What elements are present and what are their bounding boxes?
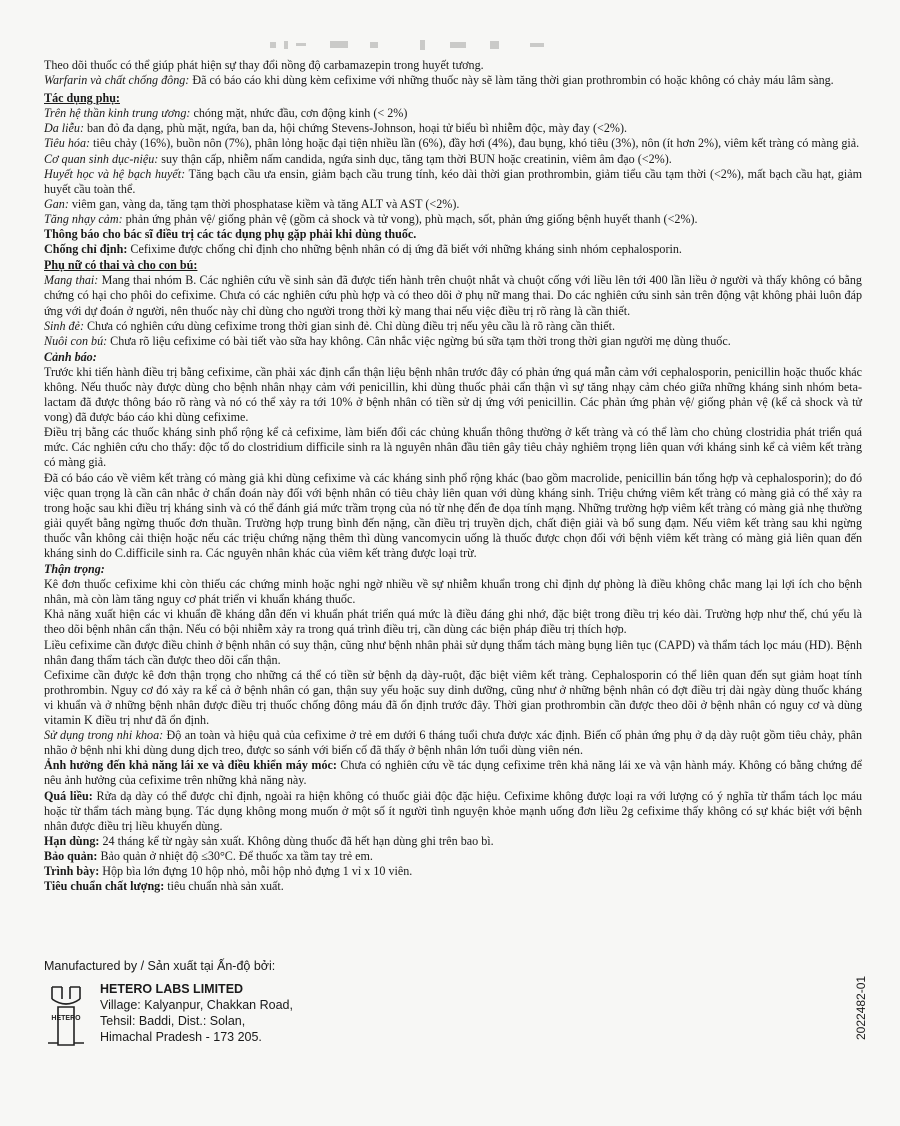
presentation-label: Trình bày:	[44, 863, 100, 878]
shelf-label: Hạn dùng:	[44, 833, 100, 848]
hyper-text: phản ứng phản vệ/ giống phản vệ (gồm cả shock và tử vong), phù mạch, sốt, phản ứng giống bệnh huyết thanh (<2%).	[122, 211, 698, 226]
birth-text: Chưa có nghiên cứu dùng cefixime trong thời gian sinh đẻ. Chỉ dùng điều trị nếu yêu cầu là rõ ràng cần thiết.	[83, 318, 615, 333]
caution-p1: Kê đơn thuốc cefixime khi còn thiếu các chứng minh hoặc nghi ngờ nhiều về sự nhiễm khuẩn trong chỉ định dự phòng là điều không chắc mang lại lợi ích cho bệnh nhân, mà còn làm tăng nguy cơ phát triển vi khuẩn kháng thuốc.	[44, 577, 862, 607]
pediatric-paragraph	[44, 728, 862, 758]
liver-text: viêm gan, vàng da, tăng tạm thời phosphatase kiềm và tăng ALT và AST (<2%).	[68, 196, 460, 211]
driving-paragraph	[44, 758, 862, 788]
shelf-life	[44, 834, 862, 849]
overdose-label: Quá liều:	[44, 788, 93, 803]
heme-label: Huyết học và hệ bạch huyết:	[44, 166, 186, 181]
warfarin-label: Warfarin và chất chống đông:	[44, 73, 190, 88]
contraindications	[44, 242, 862, 257]
pediatric-label: Sử dụng trong nhi khoa:	[44, 728, 164, 743]
warnings-heading: Cảnh báo:	[44, 349, 97, 364]
presentation-text: Hộp bìa lớn đựng 10 hộp nhỏ, mỗi hộp nhỏ đựng 1 vỉ x 10 viên.	[99, 863, 413, 878]
nursing-label: Nuôi con bú:	[44, 333, 108, 348]
pregnancy-text: Mang thai nhóm B. Các nghiên cứu về sinh sản đã được tiến hành trên chuột nhắt và chuột cống với liều lên tới 400 lần liều ở người và thấy không có bằng chứng có hại cho phôi do cefixime. Chưa có các nghiên cứu phù hợp và có theo dõi ở phụ nữ mang thai. Do các nghiên cứu sinh sản trên động vật không phải luôn đáp ứng với dự đoán ở người, nên thuốc này chỉ dùng cho người trong thời kỳ mang thai nếu việc điều trị rõ ràng là cần thiết.	[44, 273, 862, 318]
pediatric-text: Độ an toàn và hiệu quả của cefixime ở trẻ em dưới 6 tháng tuổi chưa được xác định. Biến cố phản ứng phụ ở dạ dày ruột gồm tiêu chảy, phân nhão ở bệnh nhi khi dùng dung dịch treo, được so sánh với biến cố đã thấy ở bệnh nhân lớn tuổi dùng viên nén.	[44, 728, 863, 758]
storage	[44, 849, 862, 864]
presentation	[44, 864, 862, 879]
cns-label: Trên hệ thần kinh trung ương:	[44, 106, 191, 121]
artwork-code: 2022482-01	[854, 975, 868, 1040]
address-line-2: Tehsil: Baddi, Dist.: Solan,	[100, 1014, 246, 1028]
heme-effects	[44, 167, 862, 197]
warfarin-paragraph	[44, 73, 862, 88]
liver-effects	[44, 197, 862, 212]
pregnancy-heading: Phụ nữ có thai và cho con bú:	[44, 258, 198, 273]
standard-label: Tiêu chuẩn chất lượng:	[44, 879, 165, 894]
quality-standard	[44, 879, 862, 894]
gu-text: suy thận cấp, nhiễm nấm candida, ngứa sinh dục, tăng tạm thời BUN hoặc creatinin, viêm âm đạo (<2%).	[158, 151, 672, 166]
driving-text: Chưa có nghiên cứu về tác dụng cefixime trên khả năng lái xe và vận hành máy. Không có bằng chứng để nêu ảnh hưởng của cefixime trên những khả năng này.	[44, 758, 862, 788]
notify-doctor: Thông báo cho bác sĩ điều trị các tác dụng phụ gặp phải khi dùng thuốc.	[44, 227, 417, 242]
skin-effects	[44, 121, 862, 136]
gi-effects	[44, 136, 862, 151]
overdose-text: Rửa dạ dày có thể được chỉ định, ngoài ra hiện không có thuốc giải độc đặc hiệu. Cefixime không được loại ra với lượng có ý nghĩa từ thẩm tách lọc máu hoặc từ thẩm tách màng bụng. Tác dụng không mong muốn ở một số ít người tình nguyện khỏe mạnh uống đơn liều 2g cefixime thấy không có sự khác biệt với bệnh nhân được điều trị liều khuyến dùng.	[44, 788, 863, 833]
faint-print-mark-icon	[270, 38, 570, 52]
skin-label: Da liễu:	[44, 121, 84, 136]
birth-paragraph	[44, 319, 862, 334]
company-name: HETERO LABS LIMITED	[100, 982, 244, 996]
nursing-paragraph	[44, 334, 862, 349]
carbamazepin-note: Theo dõi thuốc có thể giúp phát hiện sự thay đổi nồng độ carbamazepin trong huyết tương.	[44, 58, 484, 72]
skin-text: ban đỏ đa dạng, phù mặt, ngứa, ban da, hội chứng Stevens-Johnson, hoại tử biểu bì nhiễm độc, mày đay (<2%).	[83, 121, 628, 136]
contra-label: Chống chỉ định:	[44, 242, 128, 257]
gi-text: tiêu chảy (16%), buồn nôn (7%), phân lỏng hoặc đại tiện nhiều lần (6%), đầy hơi (4%), đau bụng, khó tiêu (3%), nôn (ít hơn 2%), viêm kết tràng có màng giả.	[90, 136, 860, 151]
caution-p2: Khả năng xuất hiện các vi khuẩn đề kháng dẫn đến vi khuẩn phát triển quá mức là điều đáng ghi nhớ, đặc biệt trong điều trị kéo dài. Trường hợp như thế, chú yếu là theo dõi bệnh nhân cẩn thận. Nếu có bội nhiễm xảy ra trong quá trình điều trị, cần dùng các biện pháp điều trị thích hợp.	[44, 607, 862, 637]
hypersensitivity-effects	[44, 212, 862, 227]
address-line-1: Village: Kalyanpur, Chakkan Road,	[100, 998, 293, 1012]
leaflet-text	[44, 58, 862, 894]
overdose-paragraph	[44, 789, 862, 834]
manufacturer-address-block	[44, 981, 862, 1061]
cns-text: chóng mặt, nhức đầu, cơn động kinh (< 2%)	[190, 106, 408, 121]
cns-effects	[44, 106, 862, 121]
nursing-text: Chưa rõ liệu cefixime có bài tiết vào sữa hay không. Cân nhắc việc ngừng bú sữa tạm thời trong thời gian người mẹ dùng thuốc.	[107, 333, 731, 348]
heme-text: Tăng bạch cầu ưa ensin, giảm bạch cầu trung tính, kéo dài thời gian prothrombin, giảm tiểu cầu tạm thời (<2%), mất bạch cầu hạt, giảm huyết cầu toàn thể.	[44, 166, 862, 196]
side-effects-heading: Tác dụng phụ:	[44, 91, 120, 106]
manufacturer-address	[100, 981, 293, 1045]
warfarin-text: Đã có báo cáo khi dùng kèm cefixime với những thuốc này sẽ làm tăng thời gian prothrombin có hoặc không có chảy máu lâm sàng.	[189, 73, 834, 88]
birth-label: Sinh đẻ:	[44, 318, 84, 333]
standard-text: tiêu chuẩn nhà sản xuất.	[164, 879, 284, 894]
hetero-logo-icon	[44, 981, 88, 1051]
storage-text: Bảo quản ở nhiệt độ ≤30°C. Để thuốc xa tầm tay trẻ em.	[97, 848, 373, 863]
hyper-label: Tăng nhạy cảm:	[44, 211, 123, 226]
pregnancy-paragraph	[44, 273, 862, 318]
gi-label: Tiêu hóa:	[44, 136, 91, 151]
logo-text: HETERO	[51, 1015, 81, 1022]
pregnancy-label: Mang thai:	[44, 273, 99, 288]
caution-p4: Cefixime cần được kê đơn thận trọng cho những cá thể có tiền sử bệnh dạ dày-ruột, đặc biệt viêm kết tràng. Cephalosporin có thể liên quan đến sụt giảm hoạt tính prothrombin. Nguy cơ đó xảy ra kể cả ở bệnh nhân có gan, thận suy yếu hoặc suy dinh dưỡng, cũng như ở những bệnh nhân có đợt điều trị dài ngày dùng thuốc kháng vi khuẩn và ở những bệnh nhân được điều trị thuốc chống đông máu đã ổn định trước đây. Thời gian prothrombin cần được theo dõi ở bệnh nhân có nguy cơ và dùng vitamin K điều trị như đã ổn định.	[44, 667, 862, 728]
gu-label: Cơ quan sinh dục-niệu:	[44, 151, 159, 166]
manufacturer-block	[44, 959, 862, 1061]
gu-effects	[44, 152, 862, 167]
liver-label: Gan:	[44, 196, 69, 211]
address-line-3: Himachal Pradesh - 173 205.	[100, 1030, 262, 1044]
warnings-p3: Đã có báo cáo về viêm kết tràng có màng giả khi dùng cefixime và các kháng sinh phổ rộng khác (bao gồm macrolide, penicillin bán tổng hợp và cephalosporin); do đó việc quan trọng là cần cân nhắc ở chẩn đoán này đối với bệnh nhân có tiêu chảy liên quan với dùng kháng sinh. Triệu chứng viêm kết tràng có màng giả có thể xảy ra trong hoặc sau khi điều trị kháng sinh và có thể đánh giá mức trầm trọng của nó từ nhẹ đến đe dọa tính mạng. Những trường hợp viêm kết tràng có màng giả nhẹ thường giải quyết bằng ngừng thuốc đơn thuần. Trường hợp trung bình đến nặng, cần điều trị truyền dịch, chất điện giải và bổ sung đạm. Nếu viêm kết tràng sau khi ngừng thuốc vẫn không cải thiện hoặc nếu các triệu chứng nặng thêm thì dùng vancomycin uống là thuốc được chọn đối với bệnh viêm kết tràng có màng giả liên quan đến kháng sinh do C.difficile sinh ra. Các nguyên nhân khác của viêm kết tràng được loại trừ.	[44, 470, 862, 560]
contra-text: Cefixime được chống chỉ định cho những bệnh nhân có dị ứng đã biết với những kháng sinh nhóm cephalosporin.	[127, 242, 682, 257]
caution-heading: Thận trọng:	[44, 562, 105, 577]
driving-label: Ảnh hưởng đến khả năng lái xe và điều khiển máy móc:	[44, 758, 337, 773]
storage-label: Bảo quản:	[44, 848, 98, 863]
warnings-p1: Trước khi tiến hành điều trị bằng cefixime, cần phải xác định cẩn thận liệu bệnh nhân trước đây có phản ứng quá mẫn cảm với cephalosporin, penicillin hoặc thuốc khác không. Nếu thuốc này được dùng cho bệnh nhân nhạy cảm với penicillin, khi dùng thuốc phải cẩn thận vì sự tăng nhạy cảm chéo giữa những kháng sinh nhóm beta-lactam đã được thông báo rõ ràng và nó có thể xảy ra tới 10% ở bệnh nhân có tiền sử dị ứng với penicillin. Các phản ứng phản vệ/ giống phản vệ (kể cả shock và tử vong) đã được báo cáo khi dùng cefixime.	[44, 364, 862, 425]
caution-p3: Liều cefixime cần được điều chỉnh ở bệnh nhân có suy thận, cũng như bệnh nhân phải sử dụng thẩm tách màng bụng liên tục (CAPD) và thẩm tách lọc máu (HD). Bệnh nhân đang thẩm tách cần được theo dõi cẩn thận.	[44, 637, 862, 667]
shelf-text: 24 tháng kể từ ngày sản xuất. Không dùng thuốc đã hết hạn dùng ghi trên bao bì.	[99, 833, 494, 848]
warnings-p2: Điều trị bằng các thuốc kháng sinh phổ rộng kể cả cefixime, làm biến đổi các chủng khuẩn thông thường ở kết tràng và có thể làm cho chủng clostridia phát triển quá mức. Các nghiên cứu cho thấy: độc tố do clostridium difficile sinh ra là nguyên nhân đầu tiên gây tiêu chảy nghiêm trọng liên quan với kháng sinh kể cả viêm kết tràng có màng giả.	[44, 425, 862, 470]
manufactured-by: Manufactured by / Sản xuất tại Ấn-độ bởi:	[44, 959, 276, 973]
